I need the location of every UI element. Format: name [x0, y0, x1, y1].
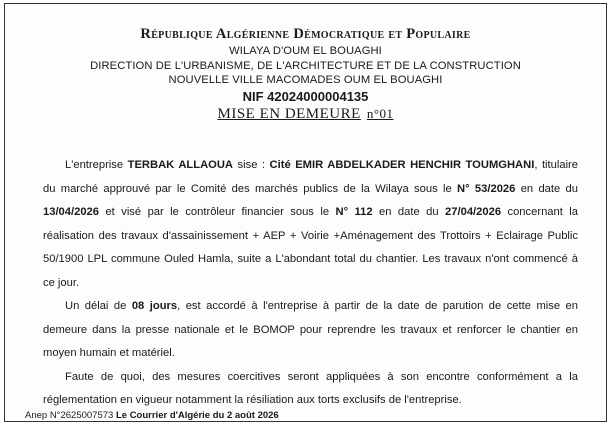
direction-line: DIRECTION DE L'URBANISME, DE L'ARCHITECTURE ET DE LA CONSTRUCTION — [90, 59, 521, 72]
p1-text-3: et visé par le contrôleur financier sous le — [99, 206, 336, 218]
legal-notice — [4, 3, 607, 422]
notice-title — [5, 105, 606, 123]
publication-footer — [25, 410, 279, 421]
p1-lead: L'entreprise — [65, 159, 128, 171]
p1-text-5: concernant la réalisation des travaux d'assainissement + AEP + Voirie +Aménagement des Trottoirs + Eclairage Public 50/1900 LPL commune Ouled Hamla, suite a L'abondant total du chantier. Les travaux n'ont commencé à ce jour. — [43, 206, 579, 289]
visa-number: N° 112 — [335, 206, 373, 218]
company-address: Cité EMIR ABDELKADER HENCHIR TOUMGHANI — [269, 159, 535, 171]
p1-text-2: en date du — [515, 182, 579, 195]
notice-body — [43, 154, 578, 413]
paragraph-3: Faute de quoi, des mesures coercitives seront appliquées à son encontre conformément a la réglementation en vigueur notamment la résiliation aux torts exclusifs de l'entreprise. — [43, 370, 578, 406]
nif-number: NIF 42024000004135 — [242, 88, 369, 104]
newspaper-reference: Le Courrier d'Algérie du 2 août 2026 — [115, 410, 279, 421]
p1-text-4: en date du — [372, 206, 446, 218]
location-line: NOUVELLE VILLE MACOMADES OUM EL BOUAGHI — [168, 74, 443, 87]
paragraph-1 — [43, 154, 578, 295]
company-name: TERBAK ALLAOUA — [127, 159, 234, 171]
market-date: 13/04/2026 — [43, 206, 99, 218]
wilaya-line: WILAYA D'OUM EL BOUAGHI — [229, 45, 382, 57]
visa-date: 27/04/2026 — [445, 206, 502, 218]
p2-text-2: , est accordé à l'entreprise à partir de la date de parution de cette mise en demeure dans la presse nationale et le BOMOP pour reprendre les travaux et renforcer le chantier en moyen humain et matériel. — [43, 300, 578, 359]
republic-heading: République Algérienne Démocratique et Populaire — [140, 26, 471, 42]
market-number: N° 53/2026 — [457, 182, 516, 195]
delay-days: 08 jours — [131, 300, 178, 312]
notice-title-text: MISE EN DEMEURE — [217, 105, 361, 122]
p1-sise: sise : — [233, 159, 270, 171]
paragraph-2 — [43, 295, 578, 366]
p1-text-1: , titulaire du marché approuvé par le Comité des marchés publics de la Wilaya sous le — [43, 159, 579, 195]
p2-text-1: Un délai de — [65, 300, 132, 312]
notice-header — [5, 26, 606, 123]
anep-number: Anep N°2625007573 — [25, 410, 114, 421]
notice-number: n°01 — [366, 105, 394, 121]
